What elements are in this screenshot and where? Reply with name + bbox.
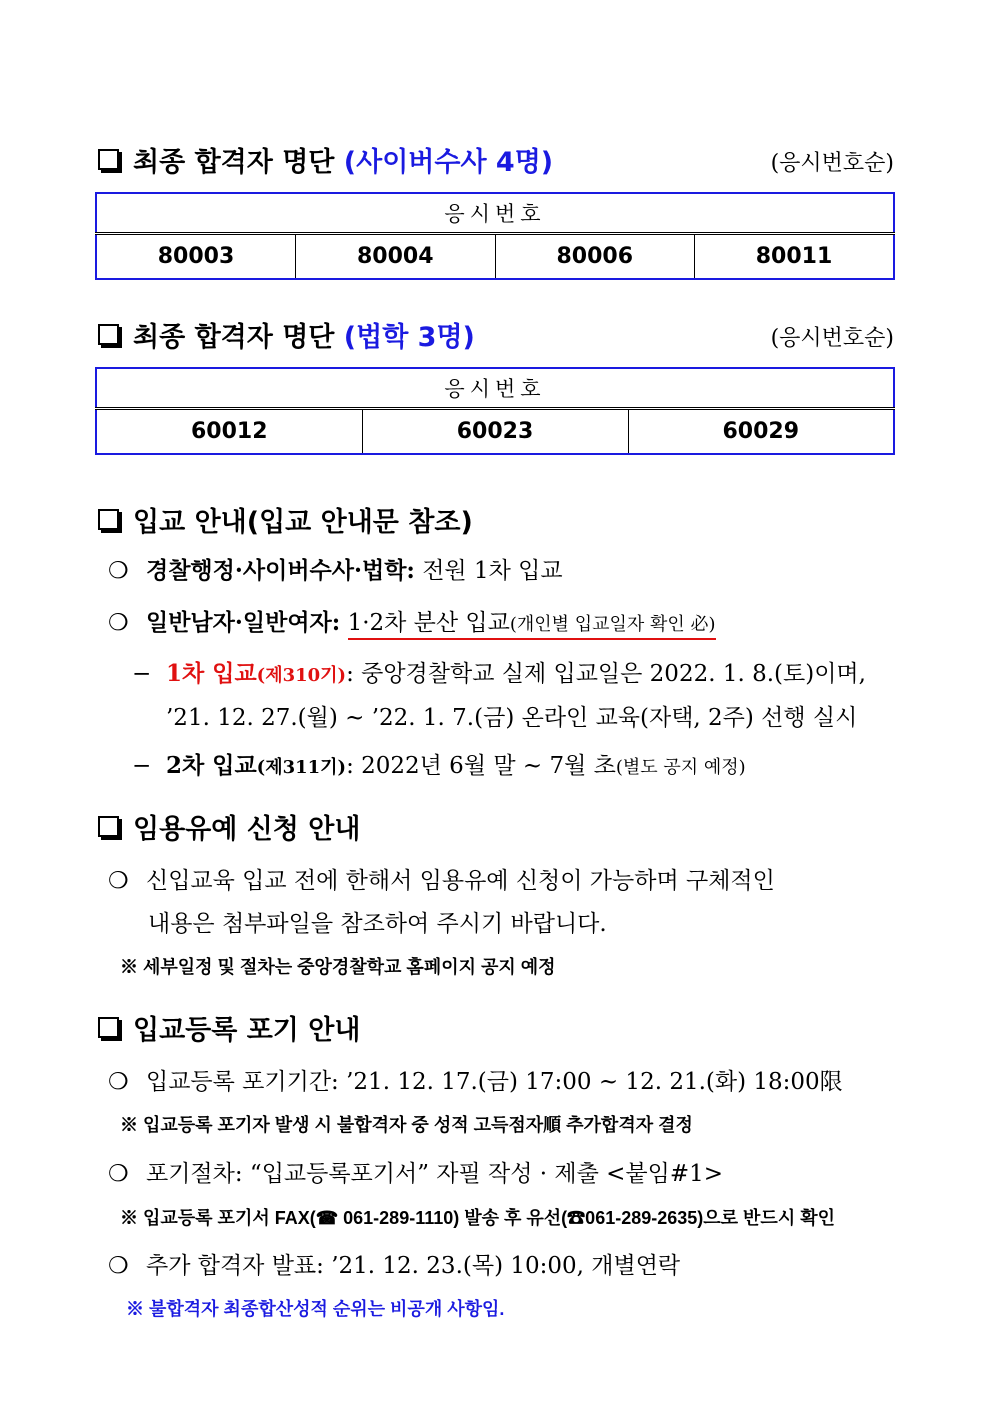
exam-number: 80003 xyxy=(96,234,296,280)
dash-text: : 중앙경찰학교 실제 입교일은 2022. 1. 8.(토)이며, xyxy=(346,661,866,687)
dash-icon: − xyxy=(132,661,152,687)
bullet-text: 신입교육 입교 전에 한해서 임용유예 신청이 가능하며 구체적인 xyxy=(146,868,775,894)
checkbox-icon xyxy=(98,149,119,170)
bullet-label: 일반남자·일반여자: xyxy=(146,609,341,636)
checkbox-icon xyxy=(98,816,119,837)
section-header-cyber xyxy=(96,140,553,179)
table-header: 응시번호 xyxy=(96,193,894,234)
bullet-line xyxy=(108,552,563,585)
dash-label-cohort: (제311기) xyxy=(256,757,347,778)
circle-bullet-icon: ❍ xyxy=(108,1161,129,1187)
section-title: 임용유예 신청 안내 xyxy=(133,814,361,845)
dash-icon: − xyxy=(132,753,152,779)
order-note: (응시번호순) xyxy=(770,151,894,176)
note-line: ※ 불합격자 최종합산성적 순위는 비공개 사항임. xyxy=(126,1299,505,1319)
dash-text: : 2022년 6월 말 ~ 7월 초 xyxy=(346,753,616,779)
section-header-admission xyxy=(96,500,473,539)
section-title: 최종 합격자 명단 xyxy=(133,322,335,353)
circle-bullet-icon: ❍ xyxy=(108,1253,129,1279)
checkbox-icon xyxy=(98,1017,119,1038)
section-title: 최종 합격자 명단 xyxy=(133,147,335,178)
dash-line xyxy=(132,655,866,688)
circle-bullet-icon: ❍ xyxy=(108,1069,129,1095)
dash-note: (별도 공지 예정) xyxy=(615,757,746,778)
exam-number: 60012 xyxy=(96,409,362,455)
dash-label-cohort: (제310기) xyxy=(256,665,347,686)
circle-bullet-icon: ❍ xyxy=(108,610,129,636)
bullet-text: 입교등록 포기기간: ’21. 12. 17.(금) 17:00 ~ 12. 21.(화) 18:00限 xyxy=(146,1069,843,1095)
bullet-line xyxy=(108,604,716,637)
section-header-withdrawal xyxy=(96,1008,360,1047)
note-line: ※ 세부일정 및 절차는 중앙경찰학교 홈페이지 공지 예정 xyxy=(120,957,556,977)
bullet-label: 경찰행정·사이버수사·법학: xyxy=(146,557,415,584)
exam-number: 80006 xyxy=(495,234,695,280)
section-header-law xyxy=(96,315,475,354)
exam-number: 80004 xyxy=(296,234,496,280)
dash-continuation: ’21. 12. 27.(월) ~ ’22. 1. 7.(금) 온라인 교육(자택, 2주) 선행 실시 xyxy=(166,705,858,731)
bullet-text: 포기절차: “입교등록포기서” 자필 작성 · 제출 <붙임#1> xyxy=(146,1161,724,1187)
table-header: 응시번호 xyxy=(96,368,894,409)
bullet-continuation: 내용은 첨부파일을 참조하여 주시기 바랍니다. xyxy=(148,911,607,937)
section-highlight: (법학 3명) xyxy=(343,322,475,353)
bullet-note: (개인별 입교일자 확인 必) xyxy=(509,614,716,635)
section-title: 입교 안내(입교 안내문 참조) xyxy=(133,507,473,538)
order-note: (응시번호순) xyxy=(770,326,894,351)
note-line: ※ 입교등록 포기자 발생 시 불합격자 중 성적 고득점자順 추가합격자 결정 xyxy=(120,1115,693,1135)
exam-number-table-law xyxy=(95,367,895,455)
bullet-text: 전원 1차 입교 xyxy=(422,558,563,584)
checkbox-icon xyxy=(98,509,119,530)
exam-number-table-cyber xyxy=(95,192,895,280)
exam-number: 60023 xyxy=(362,409,628,455)
circle-bullet-icon: ❍ xyxy=(108,558,129,584)
exam-number: 60029 xyxy=(628,409,894,455)
section-header-deferral xyxy=(96,807,360,846)
note-line: ※ 입교등록 포기서 FAX(☎ 061-289-1110) 발송 후 유선(☎061-289-2635)으로 반드시 확인 xyxy=(120,1208,835,1228)
bullet-text: 추가 합격자 발표: ’21. 12. 23.(목) 10:00, 개별연락 xyxy=(146,1253,681,1279)
bullet-line xyxy=(108,862,775,895)
section-highlight: (사이버수사 4명) xyxy=(343,147,554,178)
exam-number: 80011 xyxy=(695,234,895,280)
bullet-text: 1·2차 분산 입교 xyxy=(347,610,510,636)
checkbox-icon xyxy=(98,324,119,345)
dash-label: 2차 입교 xyxy=(166,752,257,779)
dash-line xyxy=(132,747,746,780)
bullet-line xyxy=(108,1063,843,1096)
bullet-line xyxy=(108,1247,680,1280)
dash-label: 1차 입교 xyxy=(166,660,257,687)
bullet-line xyxy=(108,1155,723,1188)
section-title: 입교등록 포기 안내 xyxy=(133,1015,361,1046)
circle-bullet-icon: ❍ xyxy=(108,868,129,894)
